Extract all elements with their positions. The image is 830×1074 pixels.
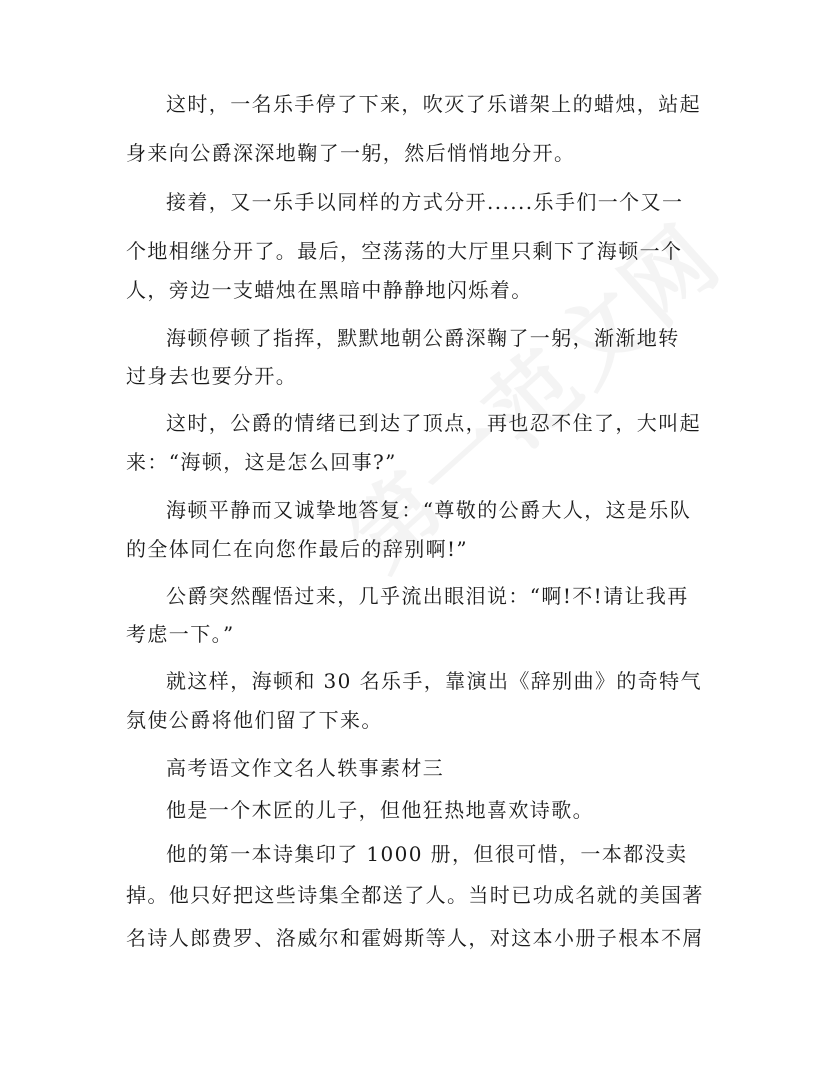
text-line: 公爵突然醒悟过来，几乎流出眼泪说：“啊!不!请让我再 — [166, 584, 689, 608]
section-heading: 高考语文作文名人轶事素材三 — [166, 756, 445, 780]
text-line: 个地相继分开了。最后，空荡荡的大厅里只剩下了海顿一个 — [126, 239, 683, 263]
text-line: 名诗人郎费罗、洛威尔和霍姆斯等人，对这本小册子根本不屑 — [126, 926, 704, 950]
text-line: 他的第一本诗集印了 1000 册，但很可惜，一本都没卖 — [166, 842, 688, 866]
text-line: 掉。他只好把这些诗集全都送了人。当时已功成名就的美国著 — [126, 883, 704, 907]
text-line: 身来向公爵深深地鞠了一躬，然后悄悄地分开。 — [126, 141, 576, 165]
text-line: 氛使公爵将他们留了下来。 — [126, 708, 383, 732]
text-line: 考虑一下。” — [126, 622, 235, 646]
text-line: 这时，一名乐手停了下来，吹灭了乐谱架上的蜡烛，站起 — [166, 92, 701, 116]
text-line: 海顿平静而又诚挚地答复：“尊敬的公爵大人，这是乐队 — [166, 498, 692, 522]
text-line: 人，旁边一支蜡烛在黑暗中静静地闪烁着。 — [126, 278, 533, 302]
text-line: 的全体同仁在向您作最后的辞别啊!” — [126, 537, 469, 561]
text-line: 他是一个木匠的儿子，但他狂热地喜欢诗歌。 — [166, 798, 594, 822]
text-line: 就这样，海顿和 30 名乐手，靠演出《辞别曲》的奇特气 — [166, 669, 702, 693]
text-line: 来：“海顿，这是怎么回事?” — [126, 450, 397, 474]
text-line: 这时，公爵的情绪已到达了顶点，再也忍不住了，大叫起 — [166, 411, 701, 435]
text-line: 接着，又一乐手以同样的方式分开......乐手们一个又一 — [166, 190, 684, 214]
text-line: 过身去也要分开。 — [126, 364, 298, 388]
text-line: 海顿停顿了指挥，默默地朝公爵深鞠了一躬，渐渐地转 — [166, 326, 680, 350]
